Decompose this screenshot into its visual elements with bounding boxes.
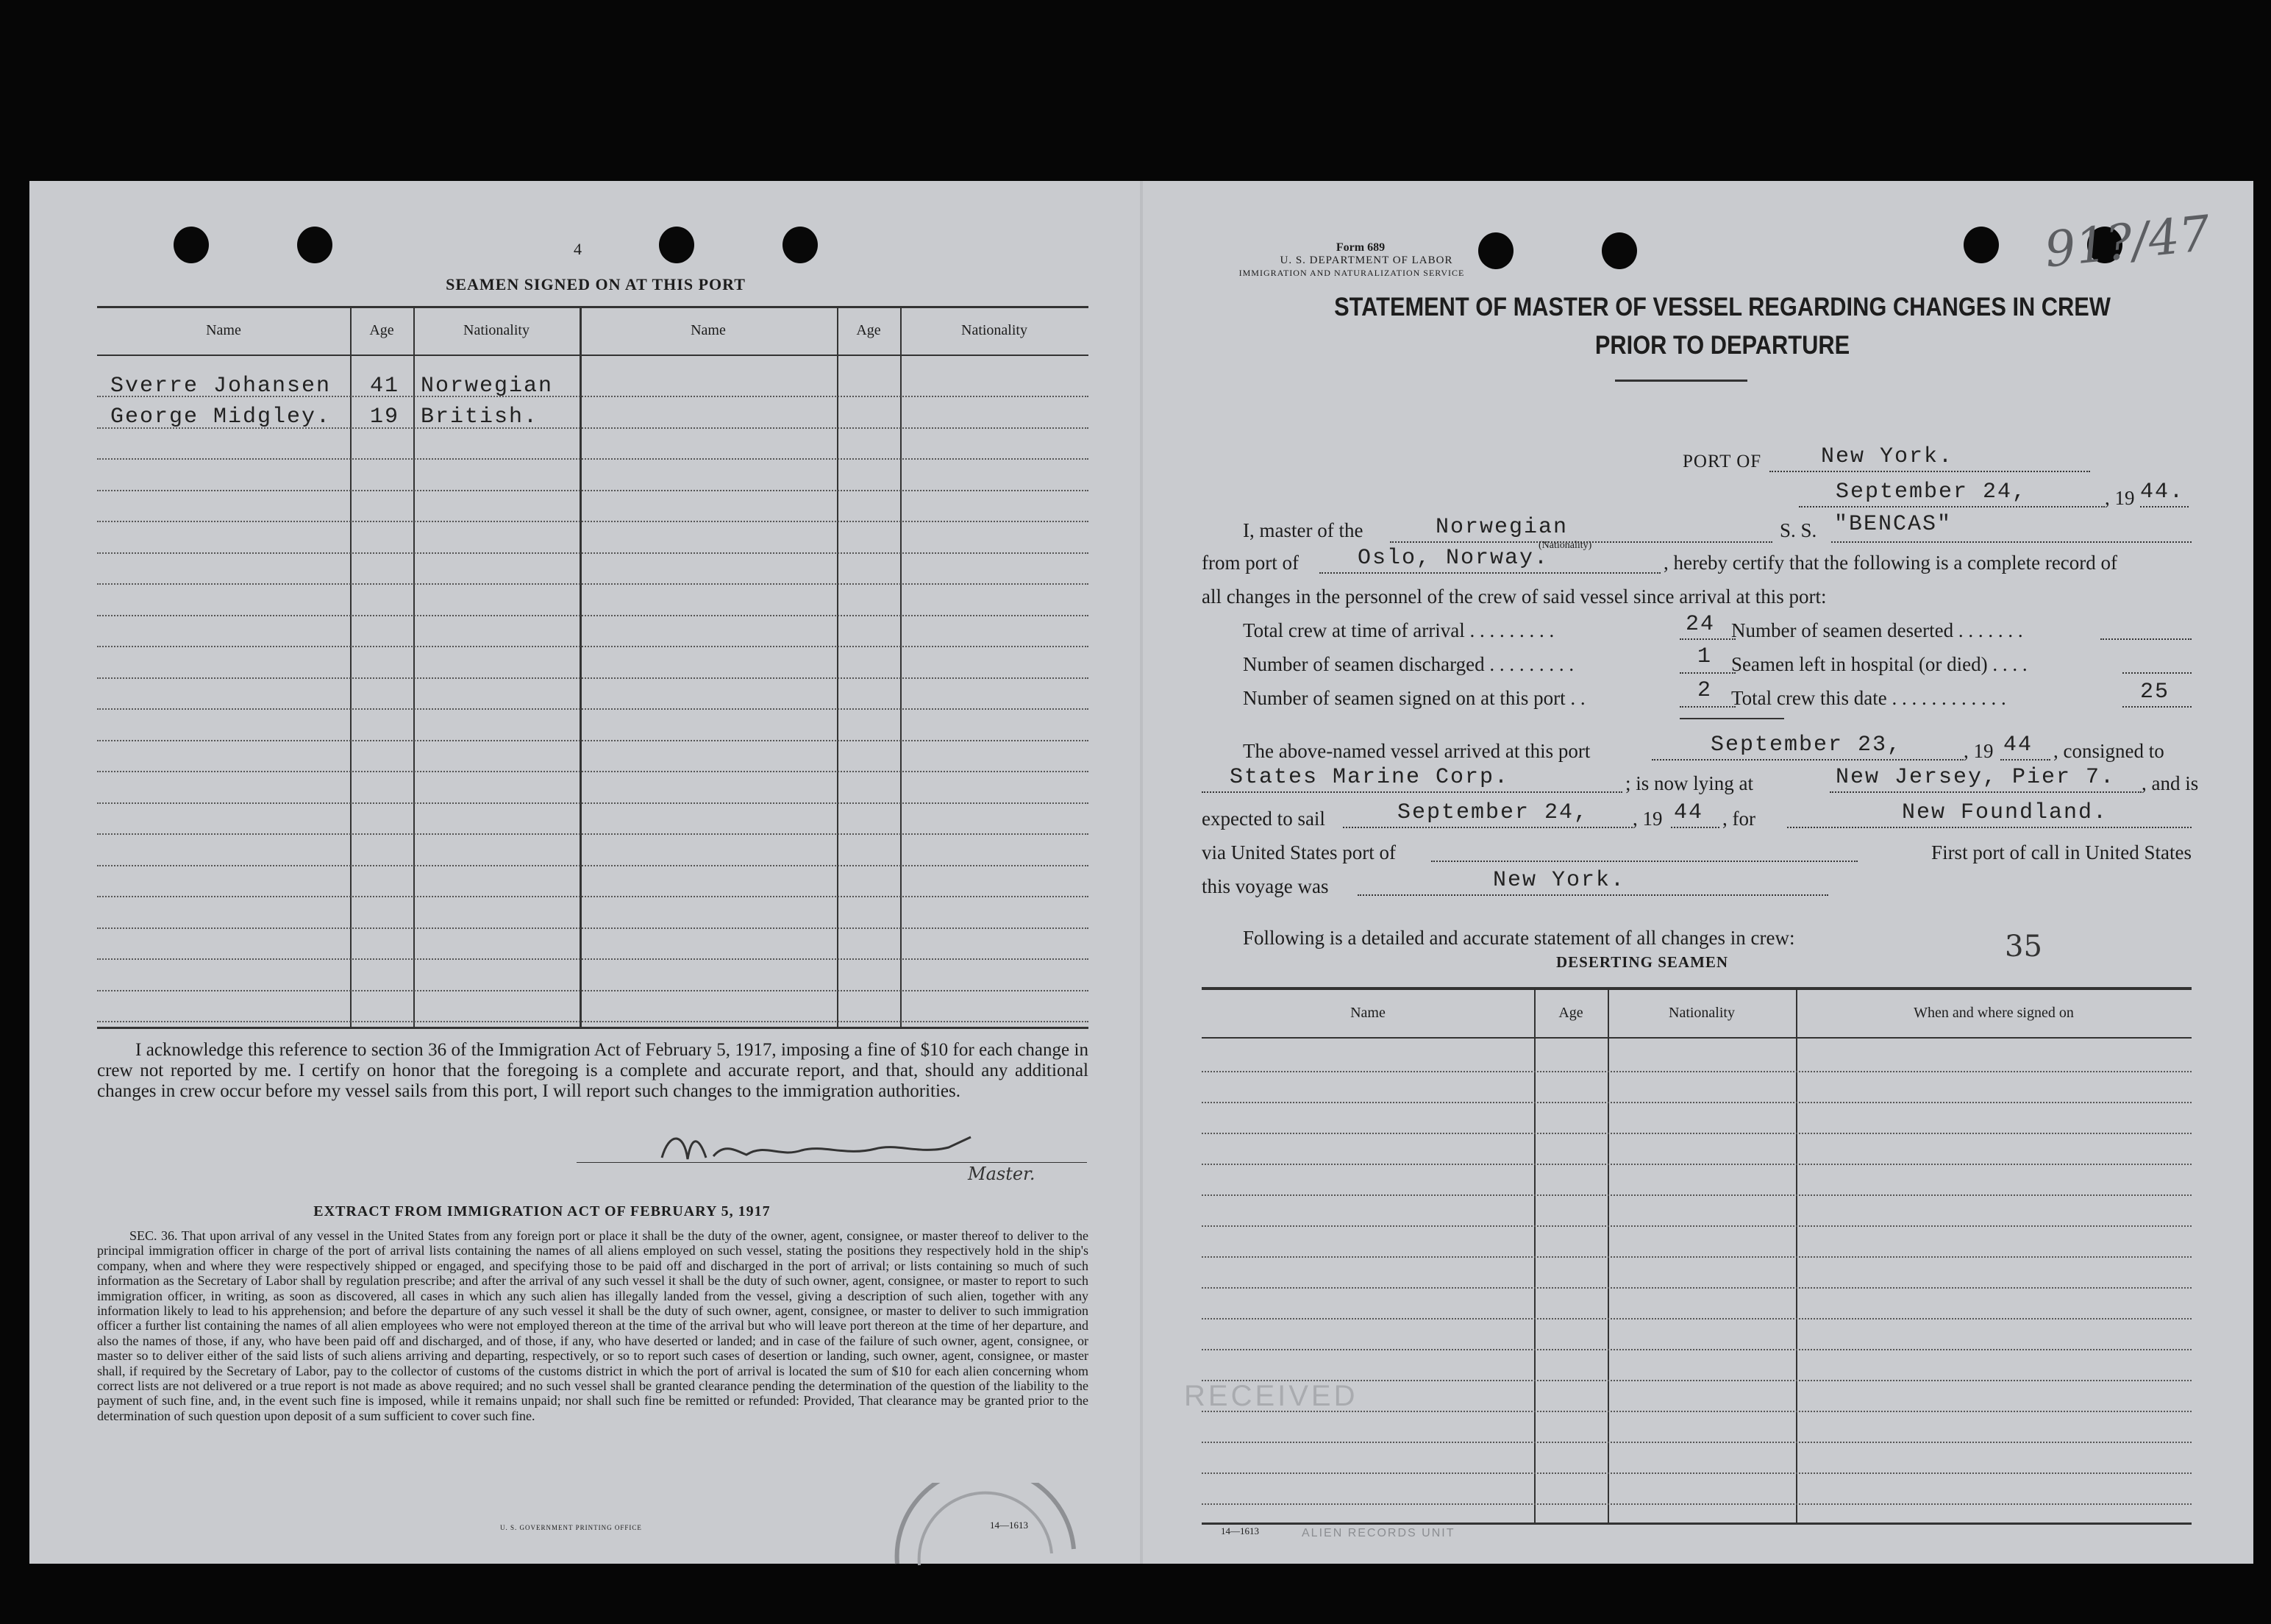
signed-on-line — [1680, 706, 1736, 708]
hospital-line — [2122, 672, 2192, 674]
ruled-row-line — [1202, 1287, 2192, 1289]
received-stamp: RECEIVED — [1184, 1380, 1358, 1412]
year-prefix: , 19 — [2105, 487, 2135, 509]
total-arrival-line — [1680, 638, 1736, 640]
printer-imprint: U. S. GOVERNMENT PRINTING OFFICE — [500, 1524, 642, 1531]
column-divider — [580, 306, 582, 1027]
total-date-value: 25 — [2140, 680, 2170, 705]
ruled-row-line — [97, 833, 1088, 835]
records-unit-stamp: ALIEN RECORDS UNIT — [1302, 1527, 1455, 1539]
consigned-label: , consigned to — [2053, 740, 2164, 762]
vessel-name-line — [1831, 541, 2192, 543]
ruled-row-line — [1202, 1503, 2192, 1505]
title-rule — [1615, 380, 1747, 382]
ruled-row-line — [97, 708, 1088, 710]
ruled-row-line — [1202, 1442, 2192, 1443]
first-port-line — [1358, 894, 1828, 896]
voyage-label: this voyage was — [1202, 875, 1329, 897]
ruled-row-line — [97, 740, 1088, 741]
sail-date: September 24, — [1397, 800, 1589, 825]
certify-text-2: all changes in the personnel of the crew of said vessel since arrival at this port: — [1202, 585, 1827, 608]
total-date-line — [2122, 706, 2192, 708]
ruled-row-line — [1202, 1472, 2192, 1474]
desert-header-name: Name — [1350, 1005, 1386, 1021]
ruled-row-line — [1202, 1133, 2192, 1134]
table-row-age: 19 — [369, 405, 399, 430]
handwritten-number: 35 — [2005, 930, 2042, 964]
for-label: , for — [1722, 808, 1755, 830]
destination-value: New Foundland. — [1902, 800, 2108, 825]
service-label: IMMIGRATION AND NATURALIZATION SERVICE — [1238, 268, 1465, 278]
table-bottom-rule — [97, 1027, 1088, 1029]
deserting-title: DESERTING SEAMEN — [1556, 953, 1729, 971]
column-header-name-2: Name — [691, 322, 726, 338]
column-divider — [350, 306, 352, 1027]
faded-stamp-mark — [890, 1483, 1081, 1571]
consignee-value: States Marine Corp. — [1230, 765, 1510, 790]
page-number: 4 — [574, 240, 582, 258]
center-fold — [1140, 181, 1143, 1564]
ruled-row-line — [97, 521, 1088, 522]
table-row-nationality: British. — [421, 405, 539, 430]
column-header-nationality-2: Nationality — [961, 322, 1027, 338]
ruled-row-line — [97, 990, 1088, 991]
arrived-date-line — [1652, 759, 1964, 761]
expected-label: expected to sail — [1202, 808, 1325, 830]
table-top-rule — [97, 306, 1088, 308]
certify-text: , hereby certify that the following is a complete record of — [1664, 552, 2118, 574]
ruled-row-line — [97, 802, 1088, 804]
total-arrival-label: Total crew at time of arrival . . . . . . . . . — [1243, 619, 1555, 641]
column-header-name: Name — [206, 322, 241, 338]
table-row-nationality: Norwegian — [421, 374, 554, 399]
column-divider — [900, 306, 902, 1027]
vessel-nationality: Norwegian — [1436, 515, 1569, 540]
arrived-date: September 23, — [1711, 733, 1903, 758]
form-code-left: 14—1613 — [990, 1520, 1028, 1531]
nationality-caption: (Nationality) — [1539, 540, 1592, 551]
lying-at-value: New Jersey, Pier 7. — [1836, 765, 2116, 790]
discharged-label: Number of seamen discharged . . . . . . . . . — [1243, 653, 1575, 675]
ruled-row-line — [97, 771, 1088, 772]
ruled-row-line — [97, 615, 1088, 616]
section-36-text: SEC. 36. That upon arrival of any vessel in the United States from any foreign port or place it shall be the duty of the owner, agent, consignee, or master thereof to deliver to the principal immigration officer in charge of the port of arrival lists containing the names of all aliens employed on such vessel, stating the positions they respectively hold in the ship's company, when and where they were respectively shipped or engaged, and specifying those to be paid off and discharged in the port of arrival; or lists containing so much of such information as the Secretary of Labor shall by regulation prescribe; and after the arrival of any such vessel it shall be the duty of such owner, agent, consignee, or master to report to such immigration officer, in writing, as soon as discovered, all cases in which any such alien has illegally landed from the vessel, giving a description of such alien, together with any information likely to lead to his apprehension; and before the departure of any such vessel it shall be the duty of such owner, agent, consignee, or master to deliver to such immigration officer a further list containing the names of all alien employees who were not employed thereon at the time of the arrival but who will leave port thereon at the time of her departure, and also the names of those, if any, who have been paid off and discharged, and of those, if any, who have deserted or landed; and in case of the failure of such owner, agent, consignee, or master so to deliver either of the said lists of such aliens arriving and departing, respectively, or so to report such cases of desertion or landing, such owner, agent, consignee, or master shall, if required by the Secretary of Labor, pay to the collector of customs of the customs district in which the port of arrival is located the sum of $10 for each alien concerning whom correct lists are not delivered or a true report is not made as above required; and no such vessel shall be granted clearance pending the determination of the question of the liability to the payment of such fine, and, in the event such fine is imposed, while it remains unpaid; nor shall such fine be remitted or refunded: Provided, That clearance may be granted prior to the determination of such question upon deposit of a sum sufficient to cover such fine. — [97, 1228, 1088, 1423]
desert-header-signed-on: When and where signed on — [1914, 1005, 2074, 1021]
form-code-right: 14—1613 — [1221, 1525, 1259, 1536]
ruled-row-line — [1202, 1318, 2192, 1320]
from-port-label: from port of — [1202, 552, 1299, 574]
desert-table-bottom — [1202, 1522, 2192, 1525]
and-is-label: , and is — [2142, 772, 2199, 794]
year-field-line — [2140, 506, 2189, 508]
ruled-row-line — [97, 583, 1088, 585]
punch-hole — [174, 227, 209, 263]
punch-hole — [297, 227, 332, 263]
table-header-rule — [97, 355, 1088, 356]
ruled-row-line — [97, 958, 1088, 960]
ruled-row-line — [97, 1021, 1088, 1022]
sail-year: 44 — [1674, 800, 1704, 825]
ruled-row-line — [97, 552, 1088, 554]
handwritten-reference: 91?/47 — [2042, 204, 2214, 279]
table-row-age: 41 — [369, 374, 399, 399]
punch-hole — [659, 227, 694, 263]
ruled-row-line — [97, 896, 1088, 897]
sail-date-line — [1343, 827, 1633, 828]
column-header-age: Age — [369, 322, 394, 338]
table-row-name: George Midgley. — [110, 405, 332, 430]
extract-title: EXTRACT FROM IMMIGRATION ACT OF FEBRUARY 5, 1917 — [313, 1203, 771, 1219]
total-date-label: Total crew this date . . . . . . . . . . . . — [1731, 687, 2006, 709]
report-date: September 24, — [1836, 480, 2028, 505]
desert-header-nationality: Nationality — [1669, 1005, 1735, 1021]
punch-hole — [1602, 232, 1637, 269]
ss-label: S. S. — [1780, 519, 1817, 541]
sail-year-prefix: , 19 — [1633, 808, 1663, 830]
deserted-line — [2100, 638, 2192, 640]
document-sheet — [29, 181, 2253, 1564]
from-port-value: Oslo, Norway. — [1358, 546, 1550, 571]
punch-hole — [782, 227, 818, 263]
arrived-year-prefix: , 19 — [1964, 740, 1994, 762]
destination-line — [1787, 827, 2192, 828]
section-title: SEAMEN SIGNED ON AT THIS PORT — [446, 275, 746, 293]
ruled-row-line — [97, 865, 1088, 866]
form-title-line1: STATEMENT OF MASTER OF VESSEL REGARDING CHANGES IN CREW — [1334, 293, 2111, 321]
acknowledgment-text: I acknowledge this reference to section 36 of the Immigration Act of February 5, 1917, imposing a fine of $10 for each change in crew not reported by me. I certify on honor that the foregoing is a complete and accurate report, and that, should any additional changes in crew occur before my vessel sails from this port, I will report such changes to the immigration authorities. — [97, 1040, 1088, 1101]
lying-at-line — [1830, 791, 2142, 793]
port-of-value: New York. — [1821, 444, 1954, 469]
ruled-row-line — [1202, 1194, 2192, 1196]
table-row-name: Sverre Johansen — [110, 374, 332, 399]
discharged-value: 1 — [1697, 644, 1713, 669]
first-port-label: First port of call in United States — [1931, 841, 2192, 863]
via-line — [1431, 861, 1858, 862]
first-port-value: New York. — [1493, 868, 1626, 893]
arrived-year-line — [2000, 759, 2050, 761]
department-label: U. S. DEPARTMENT OF LABOR — [1280, 254, 1453, 266]
via-label: via United States port of — [1202, 841, 1396, 863]
desert-table-top — [1202, 987, 2192, 990]
sum-rule — [1680, 718, 1784, 719]
total-arrival-value: 24 — [1686, 612, 1716, 637]
arrived-label: The above-named vessel arrived at this port — [1243, 740, 1591, 762]
from-port-line — [1319, 572, 1661, 574]
ruled-row-line — [1202, 1256, 2192, 1258]
ruled-row-line — [97, 458, 1088, 460]
deserted-label: Number of seamen deserted . . . . . . . — [1731, 619, 2023, 641]
master-of-label: I, master of the — [1243, 519, 1363, 541]
ruled-row-line — [97, 677, 1088, 679]
punch-hole — [1964, 227, 1999, 263]
lying-label: ; is now lying at — [1625, 772, 1753, 794]
signed-on-label: Number of seamen signed on at this port . . — [1243, 687, 1586, 709]
signed-on-value: 2 — [1697, 678, 1713, 703]
discharged-line — [1680, 672, 1736, 674]
column-header-age-2: Age — [856, 322, 881, 338]
ruled-row-line — [1202, 1225, 2192, 1227]
ruled-row-line — [1202, 1071, 2192, 1072]
desert-header-age: Age — [1558, 1005, 1583, 1021]
sail-year-line — [1671, 827, 1719, 828]
ruled-row-line — [1202, 1102, 2192, 1103]
form-title-line2: PRIOR TO DEPARTURE — [1594, 331, 1850, 360]
hospital-label: Seamen left in hospital (or died) . . . . — [1731, 653, 2028, 675]
arrived-year: 44 — [2003, 733, 2033, 758]
vessel-name: "BENCAS" — [1834, 512, 1953, 537]
consignee-line — [1202, 791, 1622, 793]
following-text: Following is a detailed and accurate statement of all changes in crew: — [1243, 927, 1795, 949]
column-header-nationality: Nationality — [463, 322, 530, 338]
master-signature — [655, 1128, 985, 1169]
date-field-line — [1799, 506, 2105, 508]
ruled-row-line — [1202, 1349, 2192, 1350]
port-field-line — [1769, 471, 2090, 472]
column-divider — [837, 306, 838, 1027]
ruled-row-line — [97, 490, 1088, 491]
desert-table-header-rule — [1202, 1037, 2192, 1039]
form-number: Form 689 — [1336, 241, 1386, 254]
master-label: Master. — [968, 1164, 1035, 1184]
report-year: 44. — [2140, 480, 2185, 505]
port-of-label: PORT OF — [1683, 452, 1762, 471]
ruled-row-line — [1202, 1164, 2192, 1165]
ruled-row-line — [97, 927, 1088, 929]
ruled-row-line — [97, 646, 1088, 647]
